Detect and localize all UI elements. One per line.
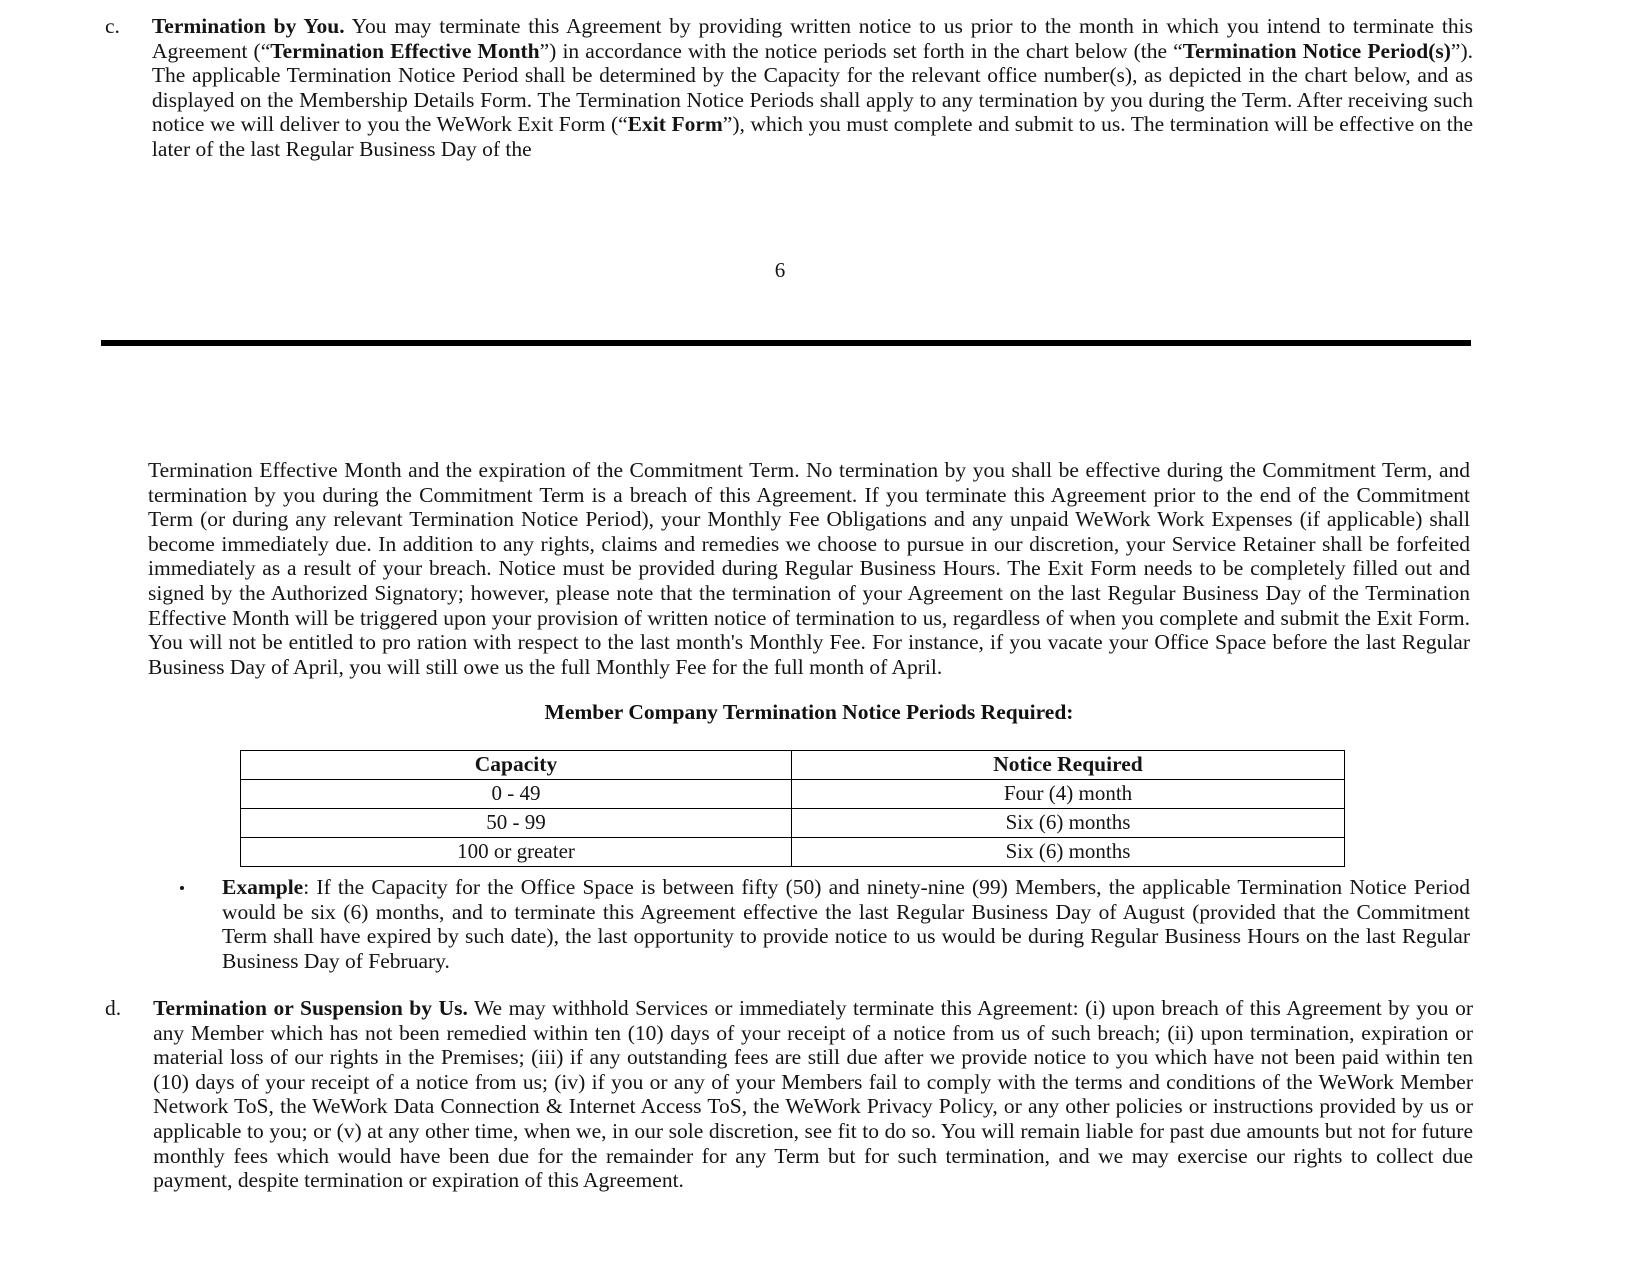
clause-c-text-4: ”), which you must complete and submit to us. The termination will be effective on the later of the last Regular Business Day of the	[151, 112, 1474, 161]
clause-item-d	[105, 996, 1473, 1193]
table-cell-notice: Four (4) month	[792, 780, 1345, 809]
clause-c-bold-3: Exit Form	[627, 112, 723, 137]
table-row	[241, 780, 1345, 809]
example-text: : If the Capacity for the Office Space is between fifty (50) and ninety-nine (99) Members, the applicable Termination Notice Period would be six (6) months, and to terminate this Agreement effective the last Regular Business Day of August (provided that the Commitment Term shall have expired by such date), the last opportunity to provide notice to us would be during Regular Business Hours on the last Regular Business Day of February.	[222, 875, 1470, 973]
clause-d-text: We may withhold Services or immediately terminate this Agreement: (i) upon breach of this Agreement by you or any Member which has not been remedied within ten (10) days of your receipt of a notice from us of such breach; (ii) upon termination, expiration or material loss of our rights in the Premises; (iii) if any outstanding fees are still due after we provide notice to you which have not been paid within ten (10) days of your receipt of a notice from us; (iv) if you or any of your Members fail to comply with the terms and conditions of the WeWork Member Network ToS, the WeWork Data Connection & Internet Access ToS, the WeWork Privacy Policy, or any other policies or instructions provided by us or applicable to you; or (v) at any other time, when we, in our sole discretion, see fit to do so. You will remain liable for past due amounts but not for future monthly fees which would have been due for the remainder for any Term but for such termination, and we may exercise our rights to collect due payment, despite termination or expiration of this Agreement.	[153, 996, 1473, 1193]
clause-heading-d: Termination or Suspension by Us.	[153, 996, 468, 1020]
table-cell-capacity: 50 - 99	[241, 809, 792, 838]
table-row	[241, 809, 1345, 838]
bullet-point-icon	[170, 875, 222, 900]
table-cell-capacity: 100 or greater	[241, 838, 792, 867]
clause-c-bold-2: Termination Notice Period(s)	[1182, 38, 1451, 63]
clause-body-d	[153, 996, 1473, 1193]
clause-heading-c: Termination by You.	[151, 14, 345, 38]
page-number: 6	[774, 258, 786, 282]
clause-c-bold-1: Termination Effective Month	[270, 38, 540, 63]
clause-c-text-1: You may terminate this Agreement by providing written notice to us prior to the month in which you intend to terminate this Agreement (“	[151, 14, 1473, 63]
table-caption: Member Company Termination Notice Periods Required:	[544, 700, 1074, 724]
table-cell-notice: Six (6) months	[792, 809, 1345, 838]
table-header-row	[241, 751, 1345, 780]
clause-c-text-2: ”) in accordance with the notice periods set forth in the chart below (the “	[539, 38, 1183, 63]
clause-c-text-3: ”). The applicable Termination Notice Period shall be determined by the Capacity for the relevant office number(s), as depicted in the chart below, and as displayed on the Membership Details Form. The Termination Notice Periods shall apply to any termination by you during the Term. After receiving such notice we will deliver to you the WeWork Exit Form (“	[151, 38, 1473, 137]
continuation-paragraph: Termination Effective Month and the expiration of the Commitment Term. No termination by you shall be effective during the Commitment Term, and termination by you during the Commitment Term is a breach of this Agreement. If you terminate this Agreement prior to the end of the Commitment Term (or during any relevant Termination Notice Period), your Monthly Fee Obligations and any unpaid WeWork Work Expenses (if applicable) shall become immediately due. In addition to any rights, claims and remedies we choose to pursue in our discretion, your Service Retainer shall be forfeited immediately as a result of your breach. Notice must be provided during Regular Business Hours. The Exit Form needs to be completely filled out and signed by the Authorized Signatory; however, please note that the termination of your Agreement on the last Regular Business Day of the Termination Effective Month will be triggered upon your provision of written notice of termination to us, regardless of when you complete and submit the Exit Form. You will not be entitled to pro ration with respect to the last month's Monthly Fee. For instance, if you vacate your Office Space before the last Regular Business Day of April, you will still owe us the full Monthly Fee for the full month of April.	[148, 458, 1470, 679]
clause-marker-d: d.	[105, 996, 122, 1020]
table-cell-notice: Six (6) months	[792, 838, 1345, 867]
example-bullet-item	[170, 875, 1470, 973]
table-cell-capacity: 0 - 49	[241, 780, 792, 809]
table-header-capacity: Capacity	[241, 751, 792, 780]
example-bullet-body	[222, 875, 1470, 973]
example-label: Example	[222, 875, 304, 899]
page-break-rule	[101, 340, 1471, 346]
clause-marker-c: c.	[105, 14, 120, 38]
table-row	[241, 838, 1345, 867]
table-header-notice: Notice Required	[792, 751, 1345, 780]
notice-periods-table	[240, 750, 1345, 867]
clause-item-c	[105, 14, 1473, 162]
clause-body-c	[152, 14, 1473, 162]
